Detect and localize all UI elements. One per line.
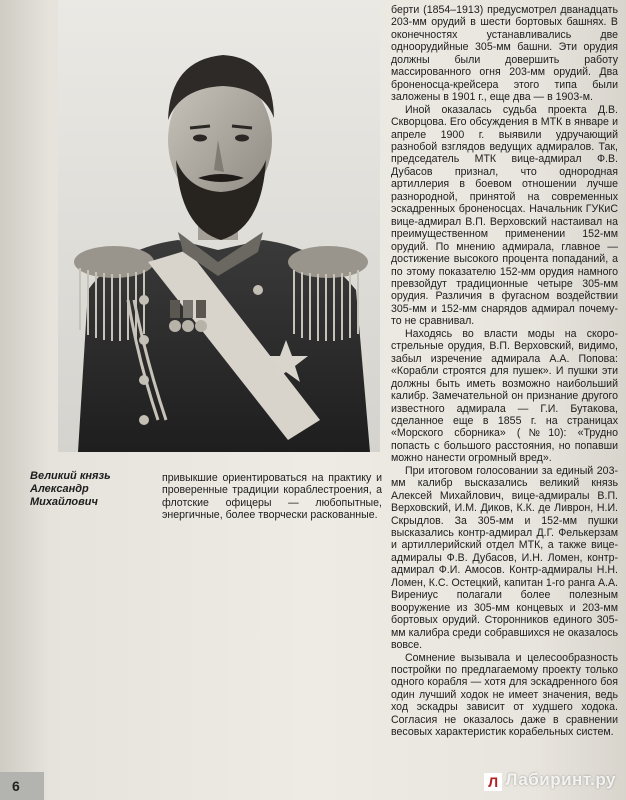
- paragraph: Иной оказалась судьба проекта Д.В. Скворцова. Его обсуждения в МТК в январе и апреле 1900 г. выявили удручающий разнобой взглядов ведущих адмиралов. Так, председатель МТК вице-адмирал Ф.В. Дубасов признал, что однородная артиллерия в боевом отношении лучше разнородной, принятой на современных эскадренных броненосцах. Начальник ГУКиС вице-адмирал В.П. Верховский настаивал на преимущественном применении 152-мм орудий. По мнению адмирала, главное — достижение высокого процента попаданий, а по этому показателю 152-мм орудия намного превзойдут традиционные четыре 305-мм орудия. Различия в фугасном воздействии 305-мм и 152-мм снарядов адмирал почему-то не сравнивал.: [391, 103, 618, 328]
- page-number: 6: [12, 778, 20, 794]
- portrait-photo: [58, 0, 380, 452]
- paragraph: Сомнение вызывала и целесообразность постройки по предлагаемому проекту только одного корабля — хотя для эскадренного боя один лучший ходок не имеет значения, ведь ход эскадры зависит от худшего ходока. Согласия не оказалось даже в сравнении весовых характеристик корабельных систем.: [391, 651, 618, 739]
- caption-line: Великий князь: [30, 470, 111, 482]
- paragraph: При итоговом голосовании за единый 203-мм калибр высказались великий князь Алексей Михайлович, вице-адмиралы В.П. Верховский, И.М. Диков, К.К. де Ливрон, Н.И. Скрыдлов. За 305-мм и 152-мм пушки высказались контр-адмирал Д.Г. Фелькерзам и артиллерийский отдел МТК, а также вице-адмиралы Ф.В. Дубасов, И.Н. Ломен, контр-адмирал Ф.И. Амосов. Контр-адмиралы Н.Н. Ломен, К.С. Остецкий, капитан 1-го ранга А.А. Вирениус полагали более полезным вооружение из 305-мм концевых и 203-мм бортовых орудий. Сторонников единого 305-мм калибра среди собравшихся не оказалось вовсе.: [391, 464, 618, 652]
- caption-line: Михайлович: [30, 496, 98, 508]
- page-number-box: [0, 772, 44, 800]
- paragraph: берти (1854–1913) предусмотрел дванадцать 203-мм орудий в шести бортовых башнях. В оконечностях устанавливались две одноорудийные 305-мм башни. Эти орудия должны были довершить работу массированного огня 203-мм орудий. Два броненосца-крейсера этого типа были заложены в 1901 г., еще два — в 1903-м.: [391, 4, 618, 104]
- caption-line: Александр: [30, 483, 89, 495]
- portrait-illustration: [58, 0, 380, 452]
- photo-caption: [30, 470, 150, 509]
- text-column-right: [391, 4, 618, 739]
- paragraph: привыкшие ориентироваться на практику и проверенные традиции кораблестроения, а флотские офицеры — любопытные, энергичные, более творчески раскованные.: [162, 472, 382, 522]
- watermark: [484, 770, 616, 791]
- labirint-logo-icon: Л: [484, 773, 502, 791]
- watermark-text: Лабиринт.ру: [505, 770, 616, 789]
- text-column-left: [162, 472, 382, 522]
- paragraph: Находясь во власти моды на скорострельные орудия, В.П. Верховский, видимо, забыл изречение адмирала А.А. Попова: «Корабли строятся для пушек». И пушки эти должны быть иметь возможно наибольший калибр. Замечательной он признание другого известного адмирала — Г.И. Бутакова, сделанное еще в 1855 г. на страницах «Морского сборника» (№10): «Трудно попасть с большого расстояния, но попавши можно нанести огромный вред».: [391, 327, 618, 465]
